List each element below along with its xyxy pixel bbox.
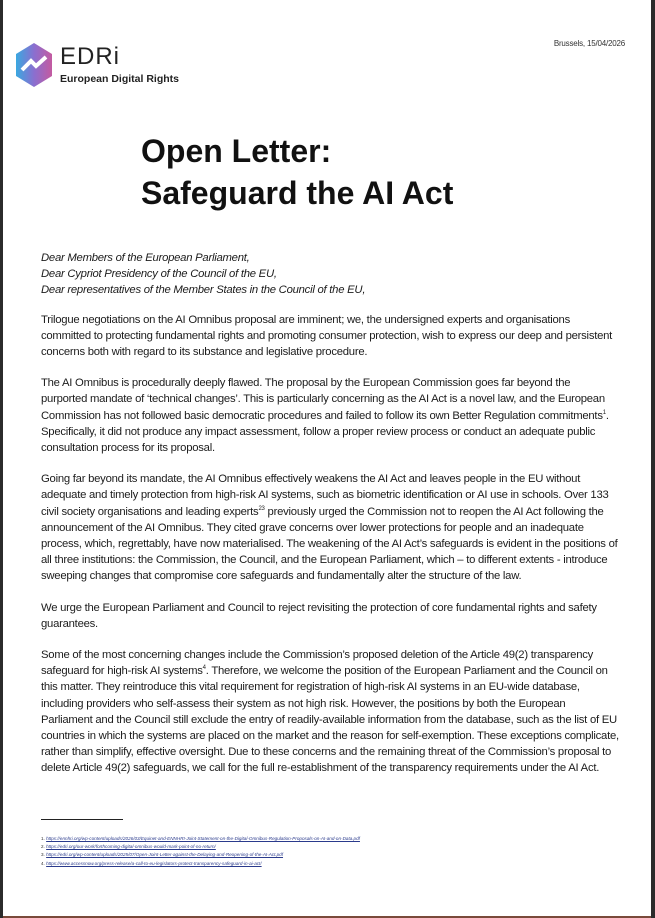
- paragraph-text: Going far beyond its mandate, the AI Omnibus effectively weakens the AI Act and leaves people in the EU without adequate and timely protection from high-risk AI systems, such as biometric identification or AI use in schools. Over 133 civil society organisations and leading experts: [41, 473, 609, 518]
- footnote-link[interactable]: https://ennhri.org/wp-content/uploads/2026/03/Equinet-and-ENNHRI-Joint-Statement-on-the-Digital-Omnibus-Regulation-Proposals-on-AI-and-on-Data.pdf: [46, 836, 360, 841]
- logo-name: EDRi: [60, 43, 121, 70]
- salutation-line: Dear Cypriot Presidency of the Council of the EU,: [41, 268, 277, 281]
- letter-date: Brussels, 15/04/2026: [553, 39, 625, 48]
- logo-subtitle: European Digital Rights: [60, 73, 180, 85]
- paragraph-1: Trilogue negotiations on the AI Omnibus proposal are imminent; we, the undersigned experts and organisations committed to protecting fundamental rights and promoting consumer protection, wish to express our deep and persistent concerns both with regard to its substance and legislative procedure.: [41, 313, 613, 359]
- footnote-link[interactable]: https://edri.org/our-work/forthcoming-digital-omnibus-would-mark-point-of-no-return/: [46, 844, 216, 850]
- footnote-link[interactable]: https://edri.org/wp-content/uploads/2025/07/Open-Joint-Letter-against-the-Delaying-and-Reopening-of-the-AI-Act.pdf: [46, 852, 284, 858]
- document-page: [3, 0, 651, 918]
- footnote-link[interactable]: https://www.accessnow.org/press-release/a-call-to-eu-legislators-protect-transparency-safeguard-in-ai-act/: [46, 860, 262, 866]
- edri-hexagon-logo-icon: [14, 42, 54, 88]
- paragraph-3: [41, 471, 619, 584]
- paragraph-2: [41, 375, 619, 456]
- footnote-item: [41, 843, 601, 851]
- footnote-item: [41, 835, 601, 843]
- edri-logo: [14, 40, 184, 90]
- footnote-divider: [41, 819, 123, 820]
- footnote-ref[interactable]: 1: [602, 409, 606, 416]
- footnote-number: 4.: [41, 860, 45, 866]
- paragraph-5: [41, 647, 619, 777]
- salutation-line: Dear representatives of the Member States in the Council of the EU,: [41, 284, 366, 297]
- title-line-2: Safeguard the AI Act: [141, 175, 454, 211]
- footnote-number: 3.: [41, 852, 45, 858]
- footnotes: [41, 835, 601, 868]
- paragraph-text: . Therefore, we welcome the position of the European Parliament and the Council on this matter. They reintroduce this vital requirement for registration of high-risk AI systems in an EU-wide database, including providers who self-assess their system as not high risk. However, the positions by both the European Parliament and the Council still exclude the entry of readily-available information from the database, such as the list of EU countries in which the systems are placed on the market and the reason for self-exemption. These exceptions complicate, rather than simplify, effective oversight. Due to these concerns and the remaining threat of the Commission’s proposal to delete Article 49(2) safeguards, we call for the full re-establishment of the transparency requirements under the AI Act.: [41, 665, 619, 775]
- paragraph-text: previously urged the Commission not to reopen the AI Act following the announcement of the AI Omnibus. They cited grave concerns over lower protections for people and an inadequate process, which, regrettably, have now materialised. The weakening of the AI Act’s safeguards is evident in the positions of all three institutions: the Commission, the Council, and the European Parliament, which – to different extents - introduce sweeping changes that compromise core safeguards and fundamentally alter the structure of the law.: [41, 505, 618, 583]
- footnote-number: 2.: [41, 844, 45, 850]
- page-title: [141, 130, 453, 214]
- letter-body: [41, 250, 619, 792]
- footnote-ref[interactable]: 4: [202, 665, 206, 672]
- paragraph-text: The AI Omnibus is procedurally deeply flawed. The proposal by the European Commission goes far beyond the purported mandate of ‘technical changes’. This is particularly concerning as the AI Act is a novel law, and the European Commission has not followed basic democratic procedures and failed to follow its own Better Regulation commitments: [41, 377, 605, 422]
- salutation-line: Dear Members of the European Parliament,: [41, 252, 250, 264]
- footnote-item: [41, 860, 601, 868]
- title-line-1: Open Letter:: [141, 133, 332, 169]
- footnote-number: 1.: [41, 836, 45, 841]
- paragraph-text: . Specifically, it did not produce any impact assessment, follow a proper review process or conduct an adequate public consultation process for its proposal.: [41, 409, 609, 455]
- paragraph-4: We urge the European Parliament and Council to reject revisiting the protection of core fundamental rights and safety guarantees.: [41, 601, 597, 630]
- footnote-ref[interactable]: 23: [258, 505, 265, 512]
- paragraph-text: Some of the most concerning changes include the Commission’s proposed deletion of the Article 49(2) transparency safeguard for high-risk AI systems: [41, 649, 594, 678]
- footnote-item: [41, 851, 601, 859]
- salutation: [41, 250, 619, 299]
